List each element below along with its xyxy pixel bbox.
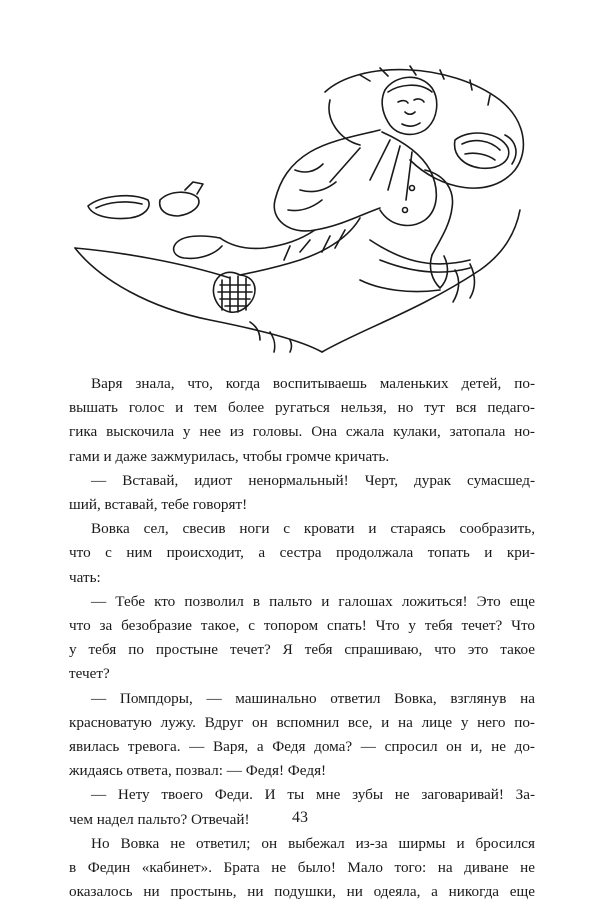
text-line: чать:	[69, 568, 101, 586]
galoshes	[88, 182, 203, 219]
text-line: явилась тревога. — Варя, а Федя дома? — спросил он и, не до-	[69, 738, 535, 756]
cap	[455, 133, 509, 168]
text-line: ший, вставай, тебе говорят!	[69, 496, 248, 514]
text-line: — Нету твоего Феди. И ты мне зубы не заговаривай! За-	[91, 786, 535, 804]
text-line: что с ним происходит, а сестра продолжала топать и кри-	[69, 544, 535, 562]
text-line: в Федин «кабинет». Брата не было! Мало того: на диване не	[69, 859, 535, 877]
text-line: красноватую лужу. Вдруг он вспомнил все, и на лице у него по-	[69, 713, 535, 731]
text-line: Но Вовка не ответил; он выбежал из-за ширмы и бросился	[91, 834, 535, 852]
pillow	[325, 66, 523, 188]
sleeping-boy-illustration	[60, 40, 530, 360]
boy-body	[274, 130, 452, 288]
text-line: жидаясь ответа, позвал: — Федя! Федя!	[69, 762, 327, 780]
text-line: — Помпдоры, — машинально ответил Вовка, взглянув на	[91, 689, 535, 707]
text-line: что за безобразие такое, с топором спать! Что у тебя течет? Что	[69, 617, 535, 635]
text-line: — Тебе кто позволил в пальто и галошах ложиться! Это еще	[91, 592, 535, 610]
page-number: 43	[292, 809, 308, 826]
boy-head	[382, 77, 437, 134]
text-line: — Вставай, идиот ненормальный! Черт, дурак сумасшед-	[91, 471, 535, 489]
boy-legs	[174, 218, 360, 312]
text-line: гами и даже зажмурилась, чтобы громче кричать.	[69, 447, 390, 465]
bed	[75, 210, 520, 352]
text-line: вышать голос и тем более ругаться нельзя, но тут вся педаго-	[69, 399, 535, 417]
text-line: у тебя по простыне течет? Я тебя спрашиваю, что это такое	[69, 641, 535, 659]
text-line: Варя знала, что, когда воспитываешь маленьких детей, по-	[91, 375, 535, 392]
text-line: чем надел пальто? Отвечай!	[69, 810, 250, 828]
text-line: гика выскочила у нее из головы. Она сжала кулаки, затопала но-	[69, 423, 535, 441]
text-line: течет?	[69, 665, 110, 683]
text-line: оказалось ни простынь, ни подушки, ни одеяла, а никогда еще	[69, 883, 535, 901]
text-line: Вовка сел, свесив ноги с кровати и стараясь сообразить,	[91, 520, 535, 538]
